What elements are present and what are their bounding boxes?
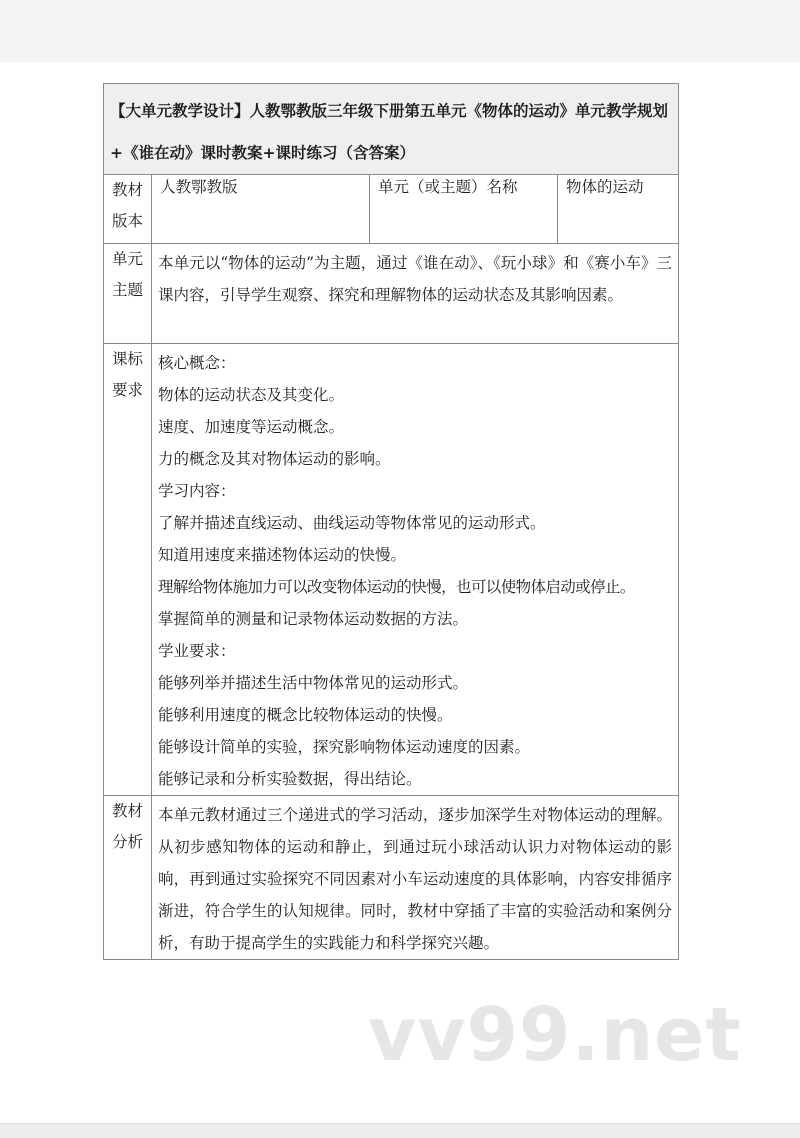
standards-line: 速度、加速度等运动概念。 bbox=[158, 418, 345, 436]
title-row bbox=[104, 84, 679, 175]
textbook-version-value: 人教鄂教版 bbox=[152, 175, 370, 244]
textbook-row bbox=[104, 175, 679, 244]
textbook-version-label: 教材版本 bbox=[104, 175, 152, 244]
page-bottom-edge bbox=[0, 1123, 800, 1138]
standards-line: 理解给物体施加力可以改变物体运动的快慢，也可以使物体启动或停止。 bbox=[158, 578, 635, 596]
textbook-analysis-label: 教材分析 bbox=[104, 796, 152, 960]
unit-name-label: 单元（或主题）名称 bbox=[370, 175, 558, 244]
curriculum-standards-label: 课标要求 bbox=[104, 344, 152, 796]
standards-line: 掌握简单的测量和记录物体运动数据的方法。 bbox=[158, 610, 469, 628]
standards-line: 学习内容： bbox=[158, 482, 236, 500]
analysis-row bbox=[104, 796, 679, 960]
standards-line: 知道用速度来描述物体运动的快慢。 bbox=[158, 546, 407, 564]
textbook-analysis-text: 本单元教材通过三个递进式的学习活动，逐步加深学生对物体运动的理解。从初步感知物体的运动和静止，到通过玩小球活动认识力对物体运动的影响，再到通过实验探究不同因素对小车运动速度的具体影响，内容安排循序渐进，符合学生的认知规律。同时，教材中穿插了丰富的实验活动和案例分析，有助于提高学生的实践能力和科学探究兴趣。 bbox=[152, 796, 679, 960]
document-title: 【大单元教学设计】人教鄂教版三年级下册第五单元《物体的运动》单元教学规划+《谁在动》课时教案+课时练习（含答案） bbox=[104, 84, 679, 175]
unit-theme-text: 本单元以“物体的运动”为主题，通过《谁在动》、《玩小球》和《赛小车》三课内容，引导学生观察、探究和理解物体的运动状态及其影响因素。 bbox=[152, 244, 679, 344]
curriculum-standards-content bbox=[152, 344, 679, 796]
standards-line: 能够利用速度的概念比较物体运动的快慢。 bbox=[158, 706, 453, 724]
unit-theme-label: 单元主题 bbox=[104, 244, 152, 344]
theme-row bbox=[104, 244, 679, 344]
standards-line: 学业要求： bbox=[158, 642, 236, 660]
standards-line: 力的概念及其对物体运动的影响。 bbox=[158, 450, 391, 468]
standards-line: 能够列举并描述生活中物体常见的运动形式。 bbox=[158, 674, 469, 692]
unit-name-value: 物体的运动 bbox=[558, 175, 679, 244]
watermark: vv99.net bbox=[368, 992, 742, 1078]
standards-line: 能够设计简单的实验，探究影响物体运动速度的因素。 bbox=[158, 738, 531, 756]
standards-line: 核心概念： bbox=[158, 354, 236, 372]
standards-line: 能够记录和分析实验数据，得出结论。 bbox=[158, 770, 422, 788]
standards-line: 物体的运动状态及其变化。 bbox=[158, 386, 345, 404]
page-top-margin bbox=[0, 0, 800, 62]
standards-line: 了解并描述直线运动、曲线运动等物体常见的运动形式。 bbox=[158, 514, 546, 532]
lesson-plan-table bbox=[103, 83, 679, 960]
standards-row bbox=[104, 344, 679, 796]
